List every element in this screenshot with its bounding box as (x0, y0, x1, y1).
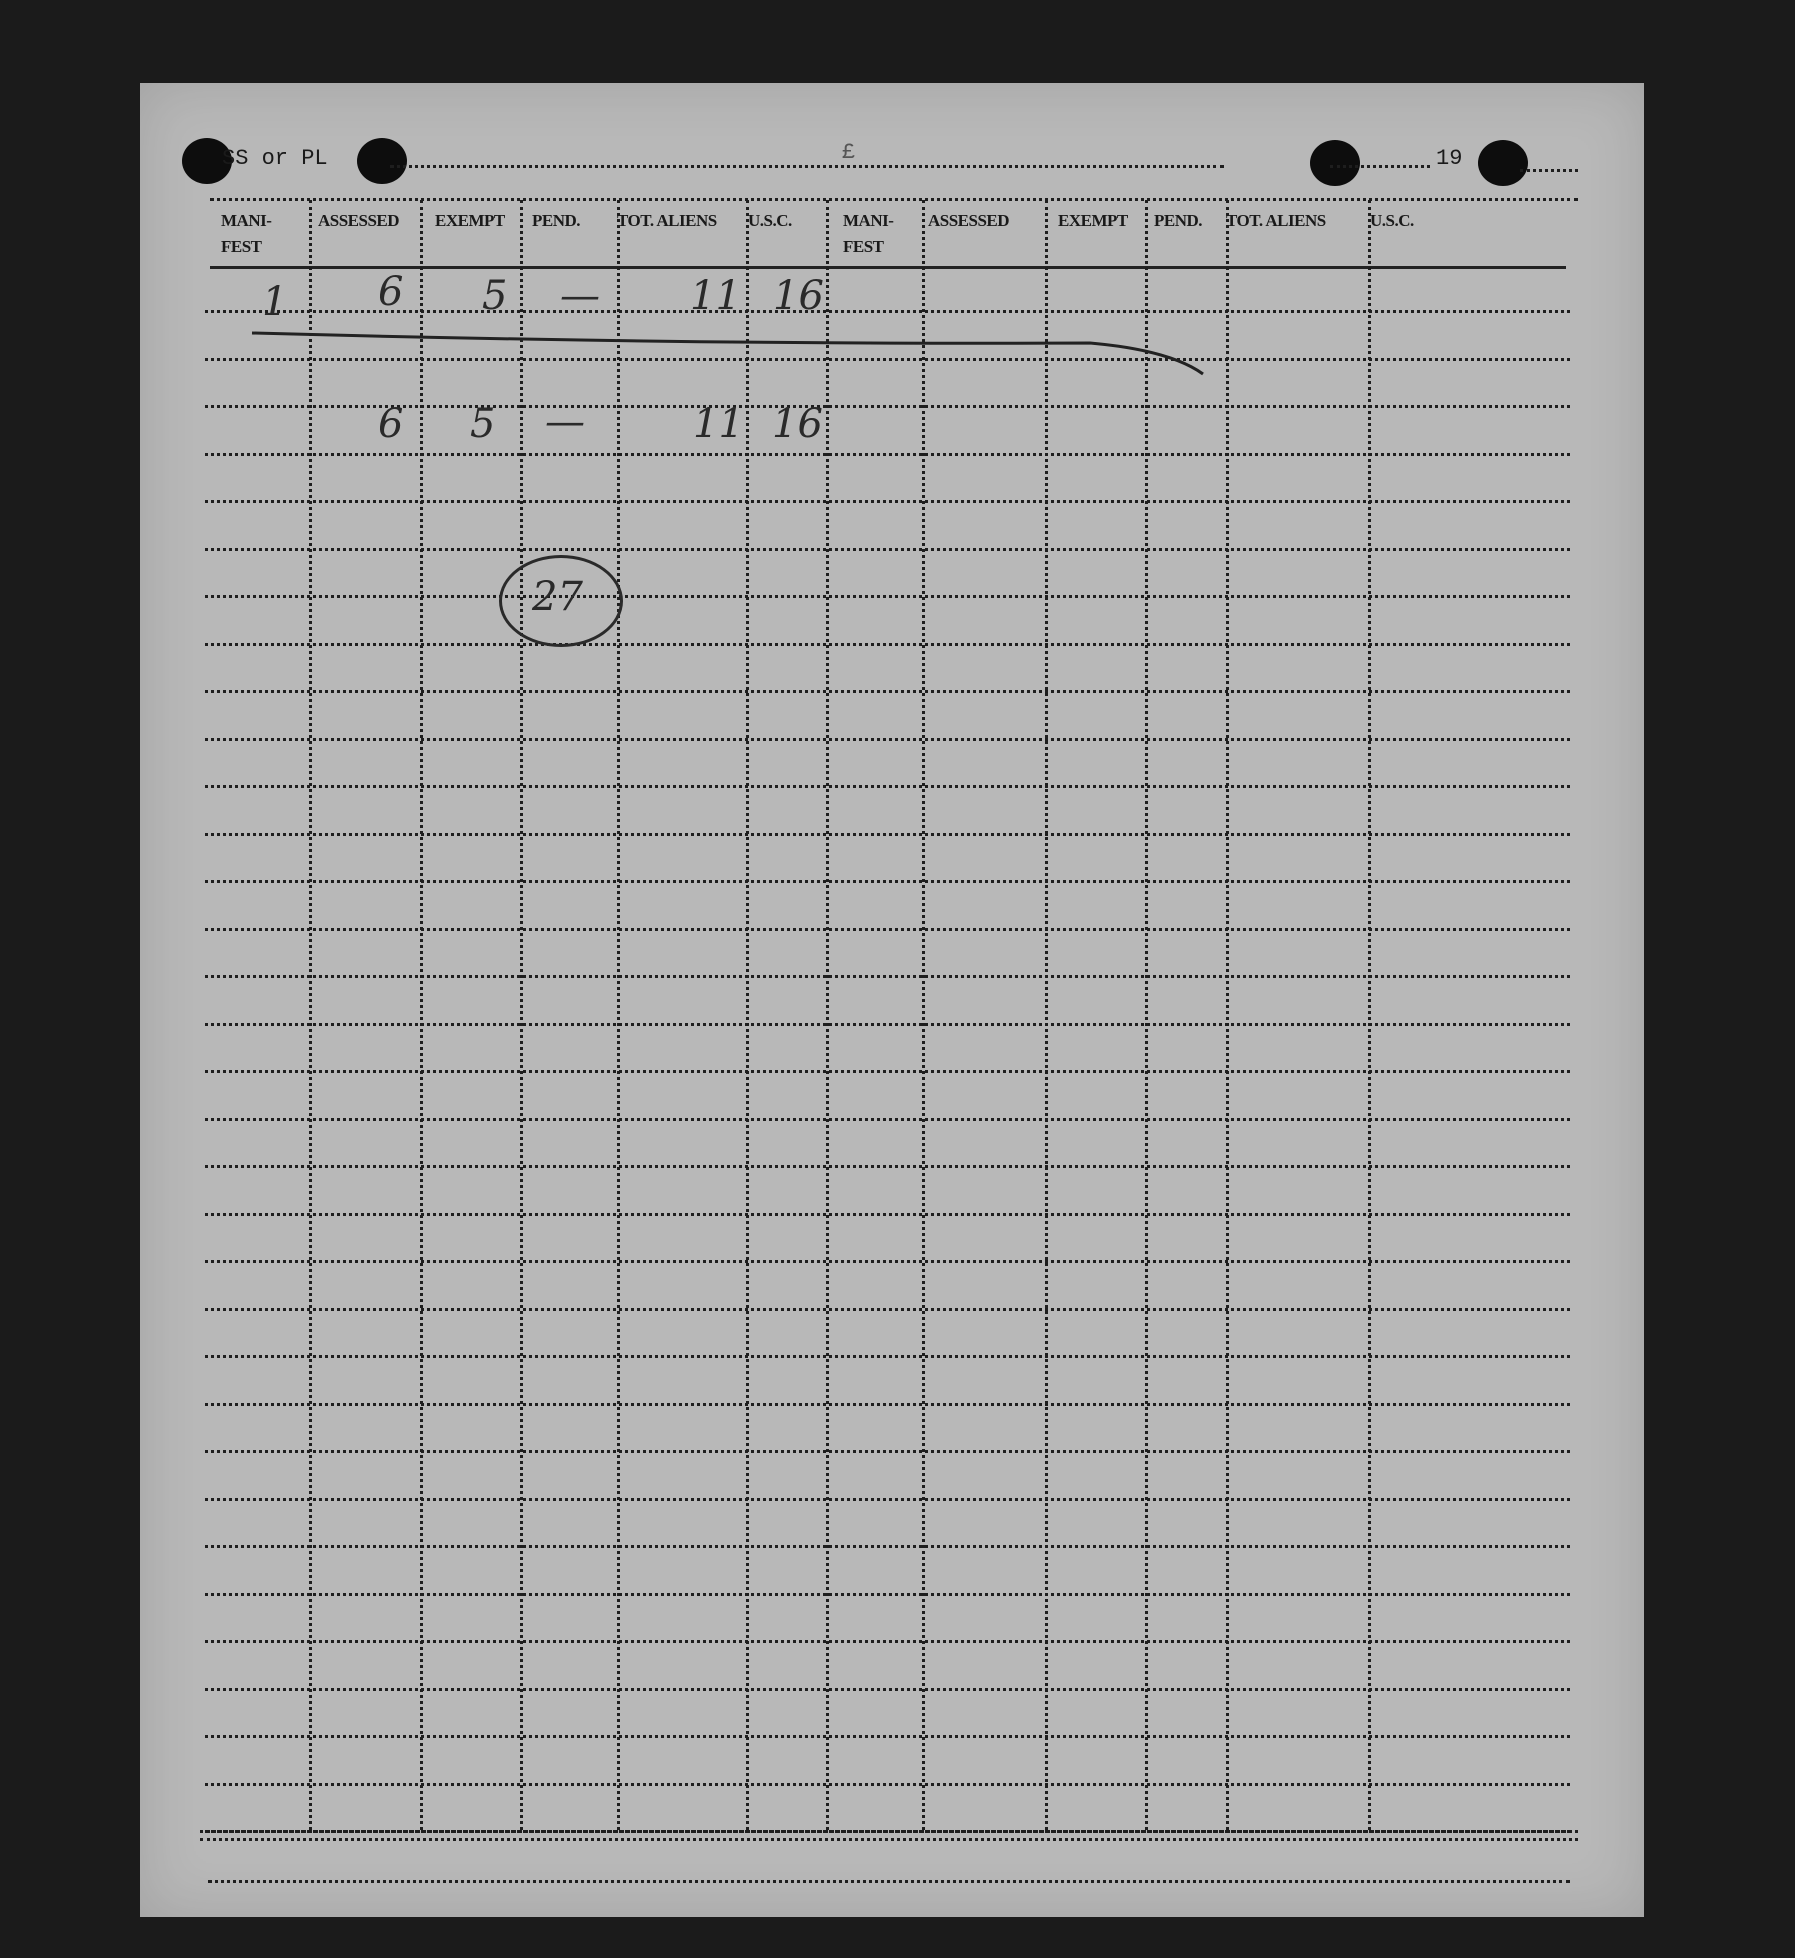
header-usc: U.S.C. (748, 211, 792, 230)
header-assessed-2: ASSESSED (928, 211, 1010, 230)
header-exempt-2: EXEMPT (1058, 211, 1128, 230)
entry-manifest: 1 (262, 279, 288, 325)
total-assessed: 6 (378, 401, 404, 447)
total-usc: 16 (772, 401, 823, 447)
header-manifest-2: MANI- FEST (843, 211, 894, 256)
header-pending: PEND. (532, 211, 581, 230)
header-usc-2: U.S.C. (1370, 211, 1414, 230)
entry-total-aliens: 11 (690, 273, 741, 319)
entry-usc: 16 (773, 273, 824, 319)
header-total-aliens-2: TOT. ALIENS (1226, 211, 1326, 230)
entry-exempt: 5 (482, 273, 508, 319)
total-total-aliens: 11 (693, 401, 744, 447)
header-manifest: MANI- FEST (221, 211, 272, 256)
entry-assessed: 6 (378, 269, 404, 315)
header-pending-2: PEND. (1154, 211, 1203, 230)
year-prefix: 19 (1436, 146, 1463, 171)
total-pending: — (545, 399, 585, 445)
vessel-label: SS or PL (222, 146, 328, 171)
entry-pending: — (560, 273, 600, 319)
total-exempt: 5 (470, 401, 496, 447)
annotation-number: 27 (532, 574, 583, 620)
header-assessed: ASSESSED (318, 211, 400, 230)
stray-mark: £ (842, 140, 856, 165)
header-total-aliens: TOT. ALIENS (617, 211, 717, 230)
header-exempt: EXEMPT (435, 211, 505, 230)
